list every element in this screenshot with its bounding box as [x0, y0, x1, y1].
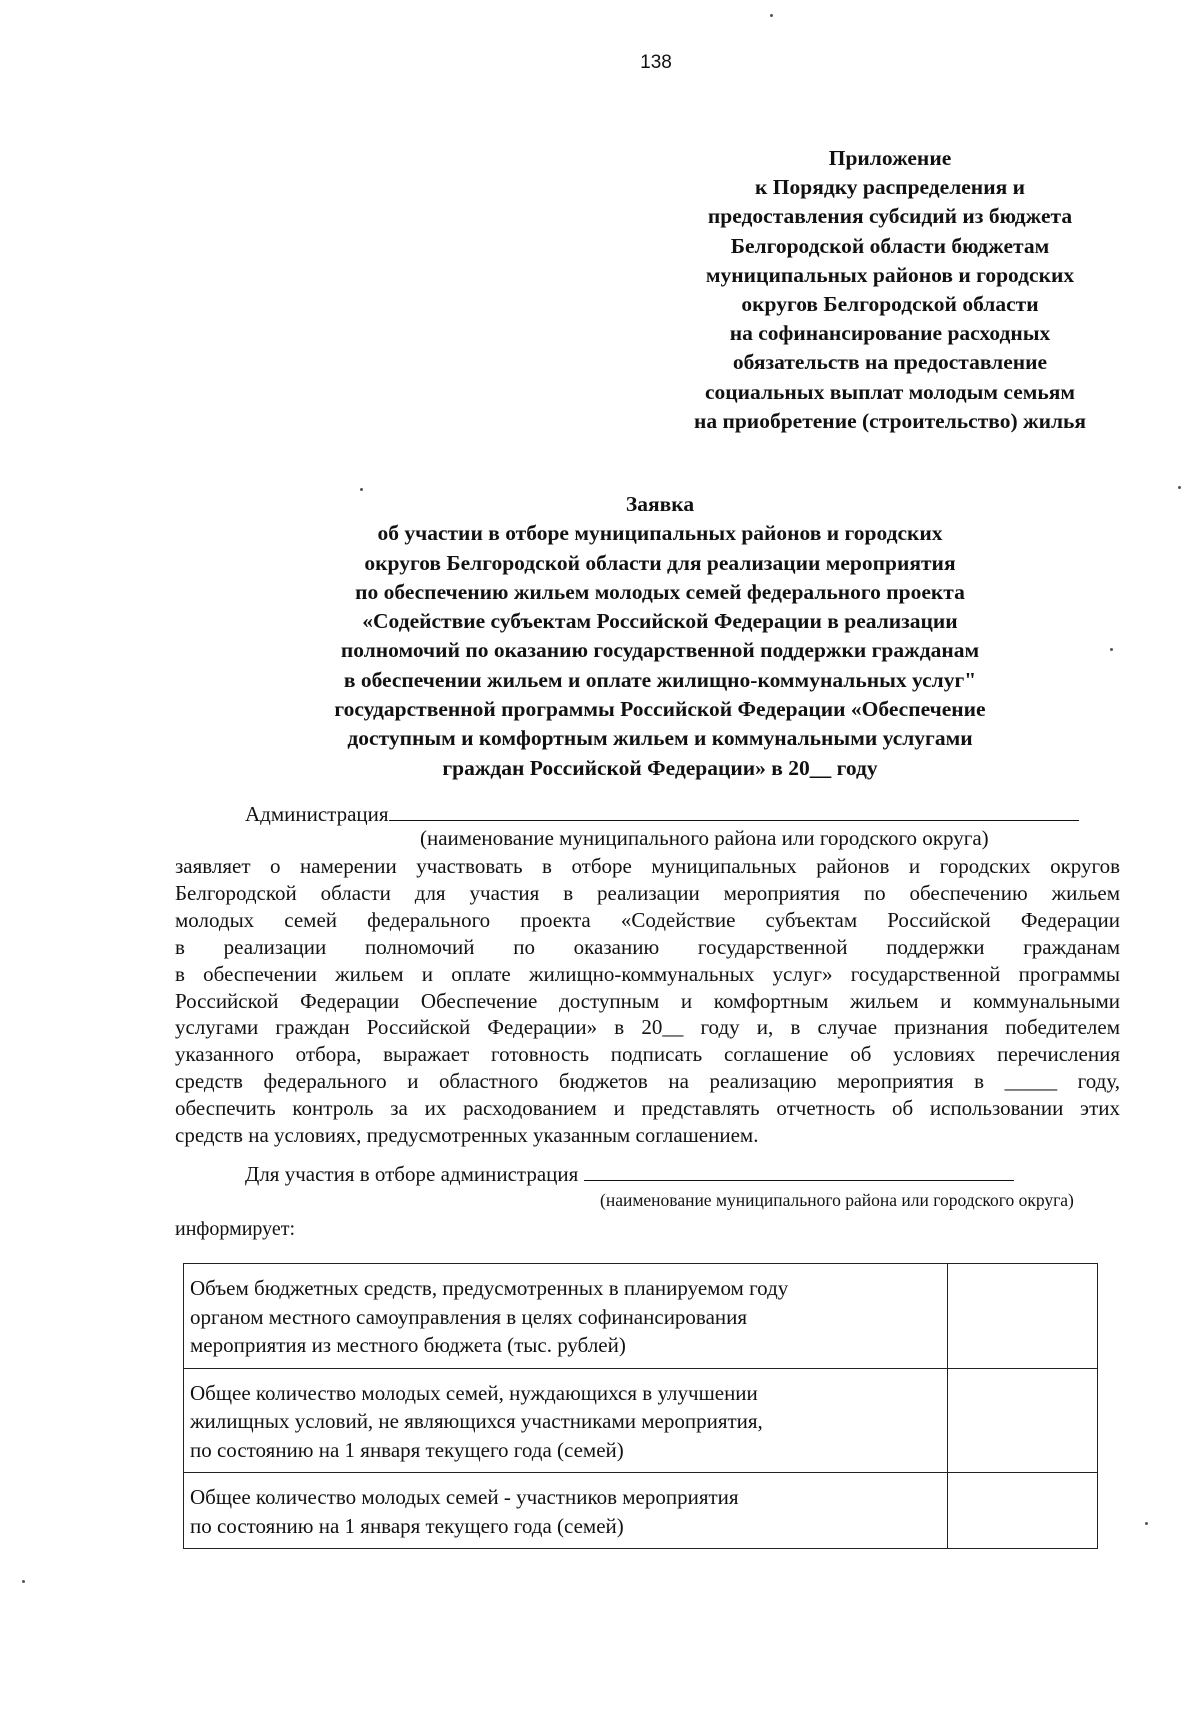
table-cell-label	[184, 1264, 948, 1369]
appendix-line: Белгородской области бюджетам	[730, 233, 1050, 258]
table-cell-label	[184, 1368, 948, 1473]
request-title-line: в обеспечении жильем и оплате жилищно-коммунальных услуг"	[343, 667, 977, 692]
administration-field	[245, 800, 1079, 827]
table-cell-line: мероприятия из местного бюджета (тыс. рублей)	[190, 1333, 626, 1357]
request-title	[220, 490, 1100, 783]
request-title-line: граждан Российской Федерации» в 20__ году	[442, 755, 878, 780]
request-title-line: Заявка	[625, 492, 695, 516]
appendix-line: предоставления субсидий из бюджета	[707, 204, 1073, 229]
table-cell-line: жилищных условий, не являющихся участниками мероприятия,	[190, 1409, 763, 1433]
body-line: указанного отбора, выражает готовность подписать соглашение об условиях перечисления	[175, 1042, 1120, 1067]
table-cell-line: органом местного самоуправления в целях софинансирования	[190, 1304, 748, 1329]
informs-label: информирует:	[175, 1218, 296, 1240]
request-title-line: полномочий по оказанию государственной поддержки гражданам	[340, 638, 980, 663]
table-cell-value[interactable]	[948, 1473, 1098, 1549]
appendix-line: муниципальных районов и городских	[705, 262, 1075, 287]
table-cell-line: Общее количество молодых семей - участников мероприятия	[190, 1485, 739, 1509]
scan-speck	[22, 1580, 25, 1583]
table-cell-line: по состоянию на 1 января текущего года (семей)	[190, 1513, 624, 1538]
scan-speck	[1110, 648, 1113, 651]
request-title-line: округов Белгородской области для реализации мероприятия	[364, 550, 956, 575]
scan-speck	[1178, 486, 1181, 489]
body-line: заявляет о намерении участвовать в отборе муниципальных районов и городских округов	[175, 854, 1120, 878]
body-line: молодых семей федерального проекта «Содействие субъектам Российской Федерации	[175, 907, 1120, 932]
administration-caption: (наименование муниципального района или городского округа)	[420, 826, 989, 850]
request-title-line: об участии в отборе муниципальных районов и городских	[377, 521, 943, 546]
request-title-line: по обеспечению жильем молодых семей федерального проекта	[355, 579, 965, 604]
body-line: средств на условиях, предусмотренных указанным соглашением.	[175, 1123, 759, 1148]
table-cell-value[interactable]	[948, 1264, 1098, 1369]
request-title-line: государственной программы Российской Федерации «Обеспечение	[334, 697, 986, 722]
table-row	[184, 1368, 1098, 1473]
table-cell-label	[184, 1473, 948, 1549]
appendix-line: округов Белгородской области	[741, 292, 1039, 317]
appendix-heading	[660, 144, 1120, 436]
participation-field	[245, 1162, 1014, 1187]
table-cell-line: Объем бюджетных средств, предусмотренных в планируемом году	[190, 1276, 789, 1300]
body-line: Белгородской области для участия в реализации мероприятия по обеспечению жильем	[175, 880, 1120, 905]
administration-blank	[389, 800, 1079, 821]
scan-speck	[770, 14, 773, 17]
scan-speck	[360, 488, 363, 491]
body-line: обеспечить контроль за их расходованием и представлять отчетность об использовании этих	[175, 1096, 1120, 1121]
body-line: в реализации полномочий по оказанию государственной поддержки гражданам	[175, 934, 1120, 959]
body-line: услугами граждан Российской Федерации» в 20__ году и, в случае признания победителем	[175, 1015, 1120, 1040]
appendix-line: на софинансирование расходных	[729, 321, 1051, 346]
table-row	[184, 1473, 1098, 1549]
request-title-line: доступным и комфортным жильем и коммунальными услугами	[347, 726, 973, 751]
participation-label: Для участия в отборе администрация	[245, 1162, 579, 1186]
body-line: средств федерального и областного бюджетов на реализацию мероприятия в _____ году,	[175, 1069, 1120, 1094]
table-cell-line: по состоянию на 1 января текущего года (семей)	[190, 1437, 624, 1462]
body-line: Российской Федерации Обеспечение доступным и комфортным жильем и коммунальными	[175, 988, 1120, 1013]
info-table	[183, 1263, 1098, 1549]
participation-blank	[584, 1162, 1014, 1181]
appendix-line: обязательств на предоставление	[732, 350, 1048, 375]
table-cell-line: Общее количество молодых семей, нуждающихся в улучшении	[190, 1380, 758, 1405]
administration-label: Администрация	[245, 802, 389, 826]
appendix-line: социальных выплат молодым семьям	[704, 379, 1076, 404]
appendix-line: к Порядку распределения и	[755, 175, 1025, 200]
body-paragraph	[175, 853, 1120, 1149]
table-row	[184, 1264, 1098, 1369]
table-cell-value[interactable]	[948, 1368, 1098, 1473]
body-line: в обеспечении жильем и оплате жилищно-коммунальных услуг» государственной программы	[175, 961, 1120, 986]
request-title-line: «Содействие субъектам Российской Федерации в реализации	[362, 609, 958, 634]
appendix-line: Приложение	[828, 146, 952, 170]
scan-speck	[1145, 1522, 1148, 1525]
appendix-line: на приобретение (строительство) жилья	[693, 408, 1087, 433]
participation-caption: (наименование муниципального района или городского округа)	[600, 1190, 1074, 1210]
page-number: 138	[640, 52, 672, 73]
